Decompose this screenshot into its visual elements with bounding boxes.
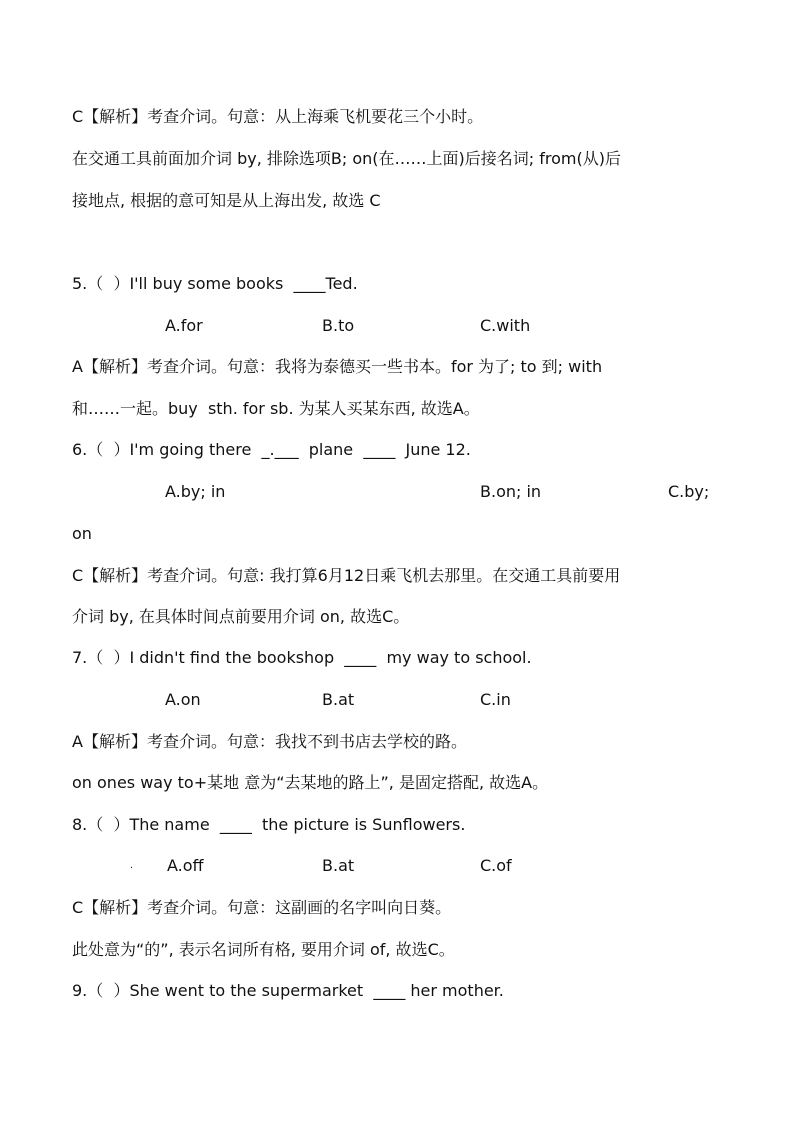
answer-q4-line3: 接地点, 根据的意可知是从上海出发, 故选 C — [72, 191, 381, 210]
q5-option-c: C.with — [480, 316, 531, 335]
answer-q7-line2: on ones way to+某地 意为“去某地的路上”, 是固定搭配, 故选A。 — [72, 773, 549, 792]
q6-option-a: A.by; in — [165, 482, 226, 501]
answer-q6-line1: C【解析】考查介词。句意: 我打算6月12日乘飞机去那里。在交通工具前要用 — [72, 566, 621, 585]
answer-q5-line1: A【解析】考查介词。句意：我将为泰德买一些书本。for 为了; to 到; with — [72, 357, 603, 376]
q6-option-c-wrap: on — [72, 524, 92, 543]
q5-option-a: A.for — [165, 316, 203, 335]
question-9: 9.（ ）She went to the supermarket ____ her mother. — [72, 981, 504, 1000]
q5-option-b: B.to — [322, 316, 355, 335]
answer-q7-line1: A【解析】考查介词。句意：我找不到书店去学校的路。 — [72, 732, 467, 751]
q8-option-b: B.at — [322, 856, 355, 875]
answer-q4-line2: 在交通工具前面加介词 by, 排除选项B; on(在……上面)后接名词; from(从)后 — [72, 149, 621, 168]
q8-option-c: C.of — [480, 856, 512, 875]
answer-q8-line2: 此处意为“的”, 表示名词所有格, 要用介词 of, 故选C。 — [72, 940, 455, 959]
q6-option-b: B.on; in — [480, 482, 542, 501]
q6-option-c: C.by; — [668, 482, 710, 501]
q7-option-a: A.on — [165, 690, 201, 709]
answer-q6-line2: 介词 by, 在具体时间点前要用介词 on, 故选C。 — [72, 607, 410, 626]
q7-option-c: C.in — [480, 690, 511, 709]
stray-dot: · — [130, 863, 134, 874]
answer-q5-line2: 和……一起。buy sth. for sb. 为某人买某东西, 故选A。 — [72, 399, 480, 418]
answer-q4-line1: C【解析】考查介词。句意：从上海乘飞机要花三个小时。 — [72, 107, 484, 126]
answer-q8-line1: C【解析】考查介词。句意：这副画的名字叫向日葵。 — [72, 898, 452, 917]
q7-option-b: B.at — [322, 690, 355, 709]
question-7: 7.（ ）I didn't find the bookshop ____ my way to school. — [72, 648, 532, 667]
q8-option-a: A.off — [167, 856, 204, 875]
question-5: 5.（ ）I'll buy some books ____Ted. — [72, 274, 358, 293]
question-6: 6.（ ）I'm going there _.___ plane ____ June 12. — [72, 440, 471, 459]
question-8: 8.（ ）The name ____ the picture is Sunflowers. — [72, 815, 466, 834]
